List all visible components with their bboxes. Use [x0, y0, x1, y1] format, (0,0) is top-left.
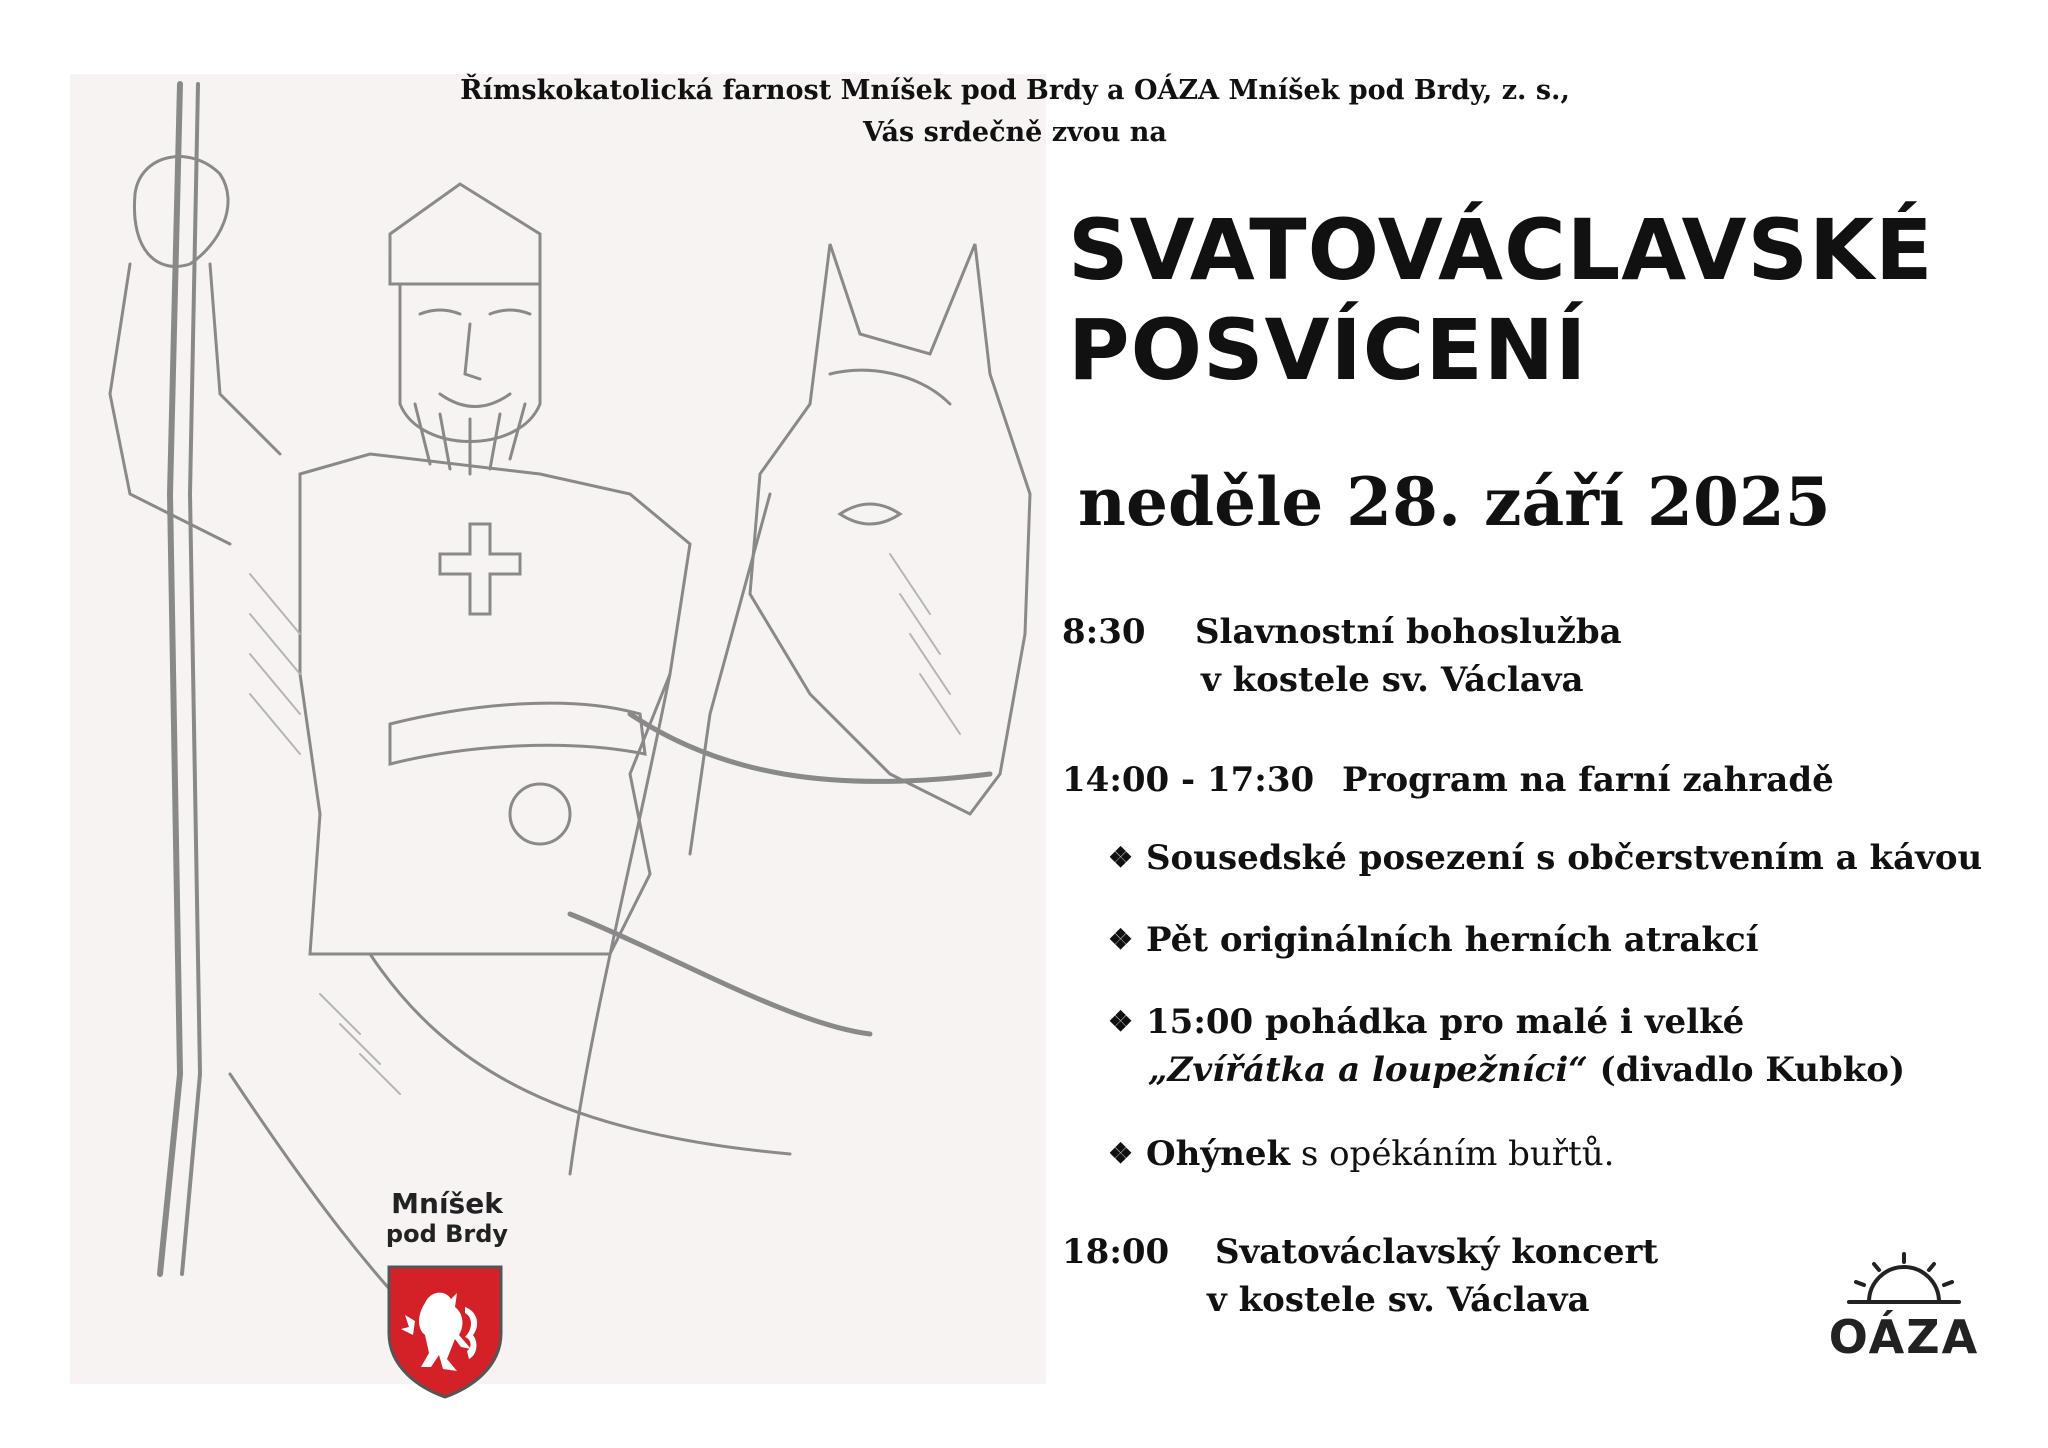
organizers-line: Římskokatolická farnost Mníšek pod Brdy a OÁZA Mníšek pod Brdy, z. s.,	[460, 75, 1570, 106]
oaza-logo-text: OÁZA	[1828, 1310, 1980, 1364]
program-item-3-line-1: Svatováclavský koncert	[1215, 1232, 1659, 1272]
invitation-header	[300, 70, 1730, 154]
program-item-3-line-2: v kostele sv. Václava	[1207, 1280, 1590, 1320]
bullet-text-bold: Ohýnek	[1146, 1134, 1291, 1174]
czech-lion-shield-icon	[385, 1263, 505, 1399]
program-time-1: 8:30	[1062, 612, 1146, 652]
play-title: „Zvířátka a loupežníci“	[1148, 1050, 1588, 1090]
event-title	[1068, 200, 1934, 400]
town-logo-line-2: pod Brdy	[385, 1220, 509, 1248]
town-logo-line-1: Mníšek	[391, 1187, 503, 1220]
bullet-text: Sousedské posezení s občerstvením a kávou	[1146, 838, 1983, 878]
bullet-item	[1108, 1130, 1614, 1178]
bullet-marker-icon: ❖	[1108, 923, 1134, 956]
oaza-logo	[1814, 1250, 1994, 1364]
program-item-1	[1062, 608, 1146, 656]
event-date: neděle 28. září 2025	[1078, 463, 1831, 541]
bullet-item	[1108, 916, 1759, 964]
town-logo	[372, 1188, 522, 1248]
bullet-marker-icon: ❖	[1108, 841, 1134, 874]
play-company: (divadlo Kubko)	[1587, 1050, 1906, 1090]
program-time-2: 14:00 - 17:30	[1062, 760, 1315, 800]
sunrise-icon	[1844, 1250, 1964, 1310]
bullet-text-line-2	[1108, 1046, 1905, 1094]
bullet-text: Pět originálních herních atrakcí	[1146, 920, 1759, 960]
program-time-3: 18:00	[1062, 1232, 1170, 1272]
program-item-1-text	[1195, 608, 1622, 704]
invite-line: Vás srdečně zvou na	[863, 117, 1167, 148]
program-item-2	[1062, 756, 1314, 804]
program-item-1-line-1: Slavnostní bohoslužba	[1195, 612, 1622, 652]
pencil-sketch-image	[70, 74, 1046, 1384]
bullet-text: 15:00 pohádka pro malé i velké	[1146, 1002, 1745, 1042]
program-item-1-line-2: v kostele sv. Václava	[1201, 660, 1584, 700]
program-item-3-text	[1207, 1228, 1659, 1324]
bullet-item	[1108, 834, 1982, 882]
title-line-1: SVATOVÁCLAVSKÉ	[1068, 201, 1934, 299]
bullet-text-rest: s opékáním buřtů.	[1290, 1134, 1615, 1174]
program-item-2-label: Program na farní zahradě	[1342, 760, 1834, 800]
bullet-marker-icon: ❖	[1108, 1137, 1134, 1170]
bullet-marker-icon: ❖	[1108, 1005, 1134, 1038]
bullet-item	[1108, 998, 1905, 1094]
st-wenceslas-drawing	[70, 74, 1046, 1384]
program-item-3	[1062, 1228, 1169, 1276]
title-line-2: POSVÍCENÍ	[1068, 301, 1588, 399]
